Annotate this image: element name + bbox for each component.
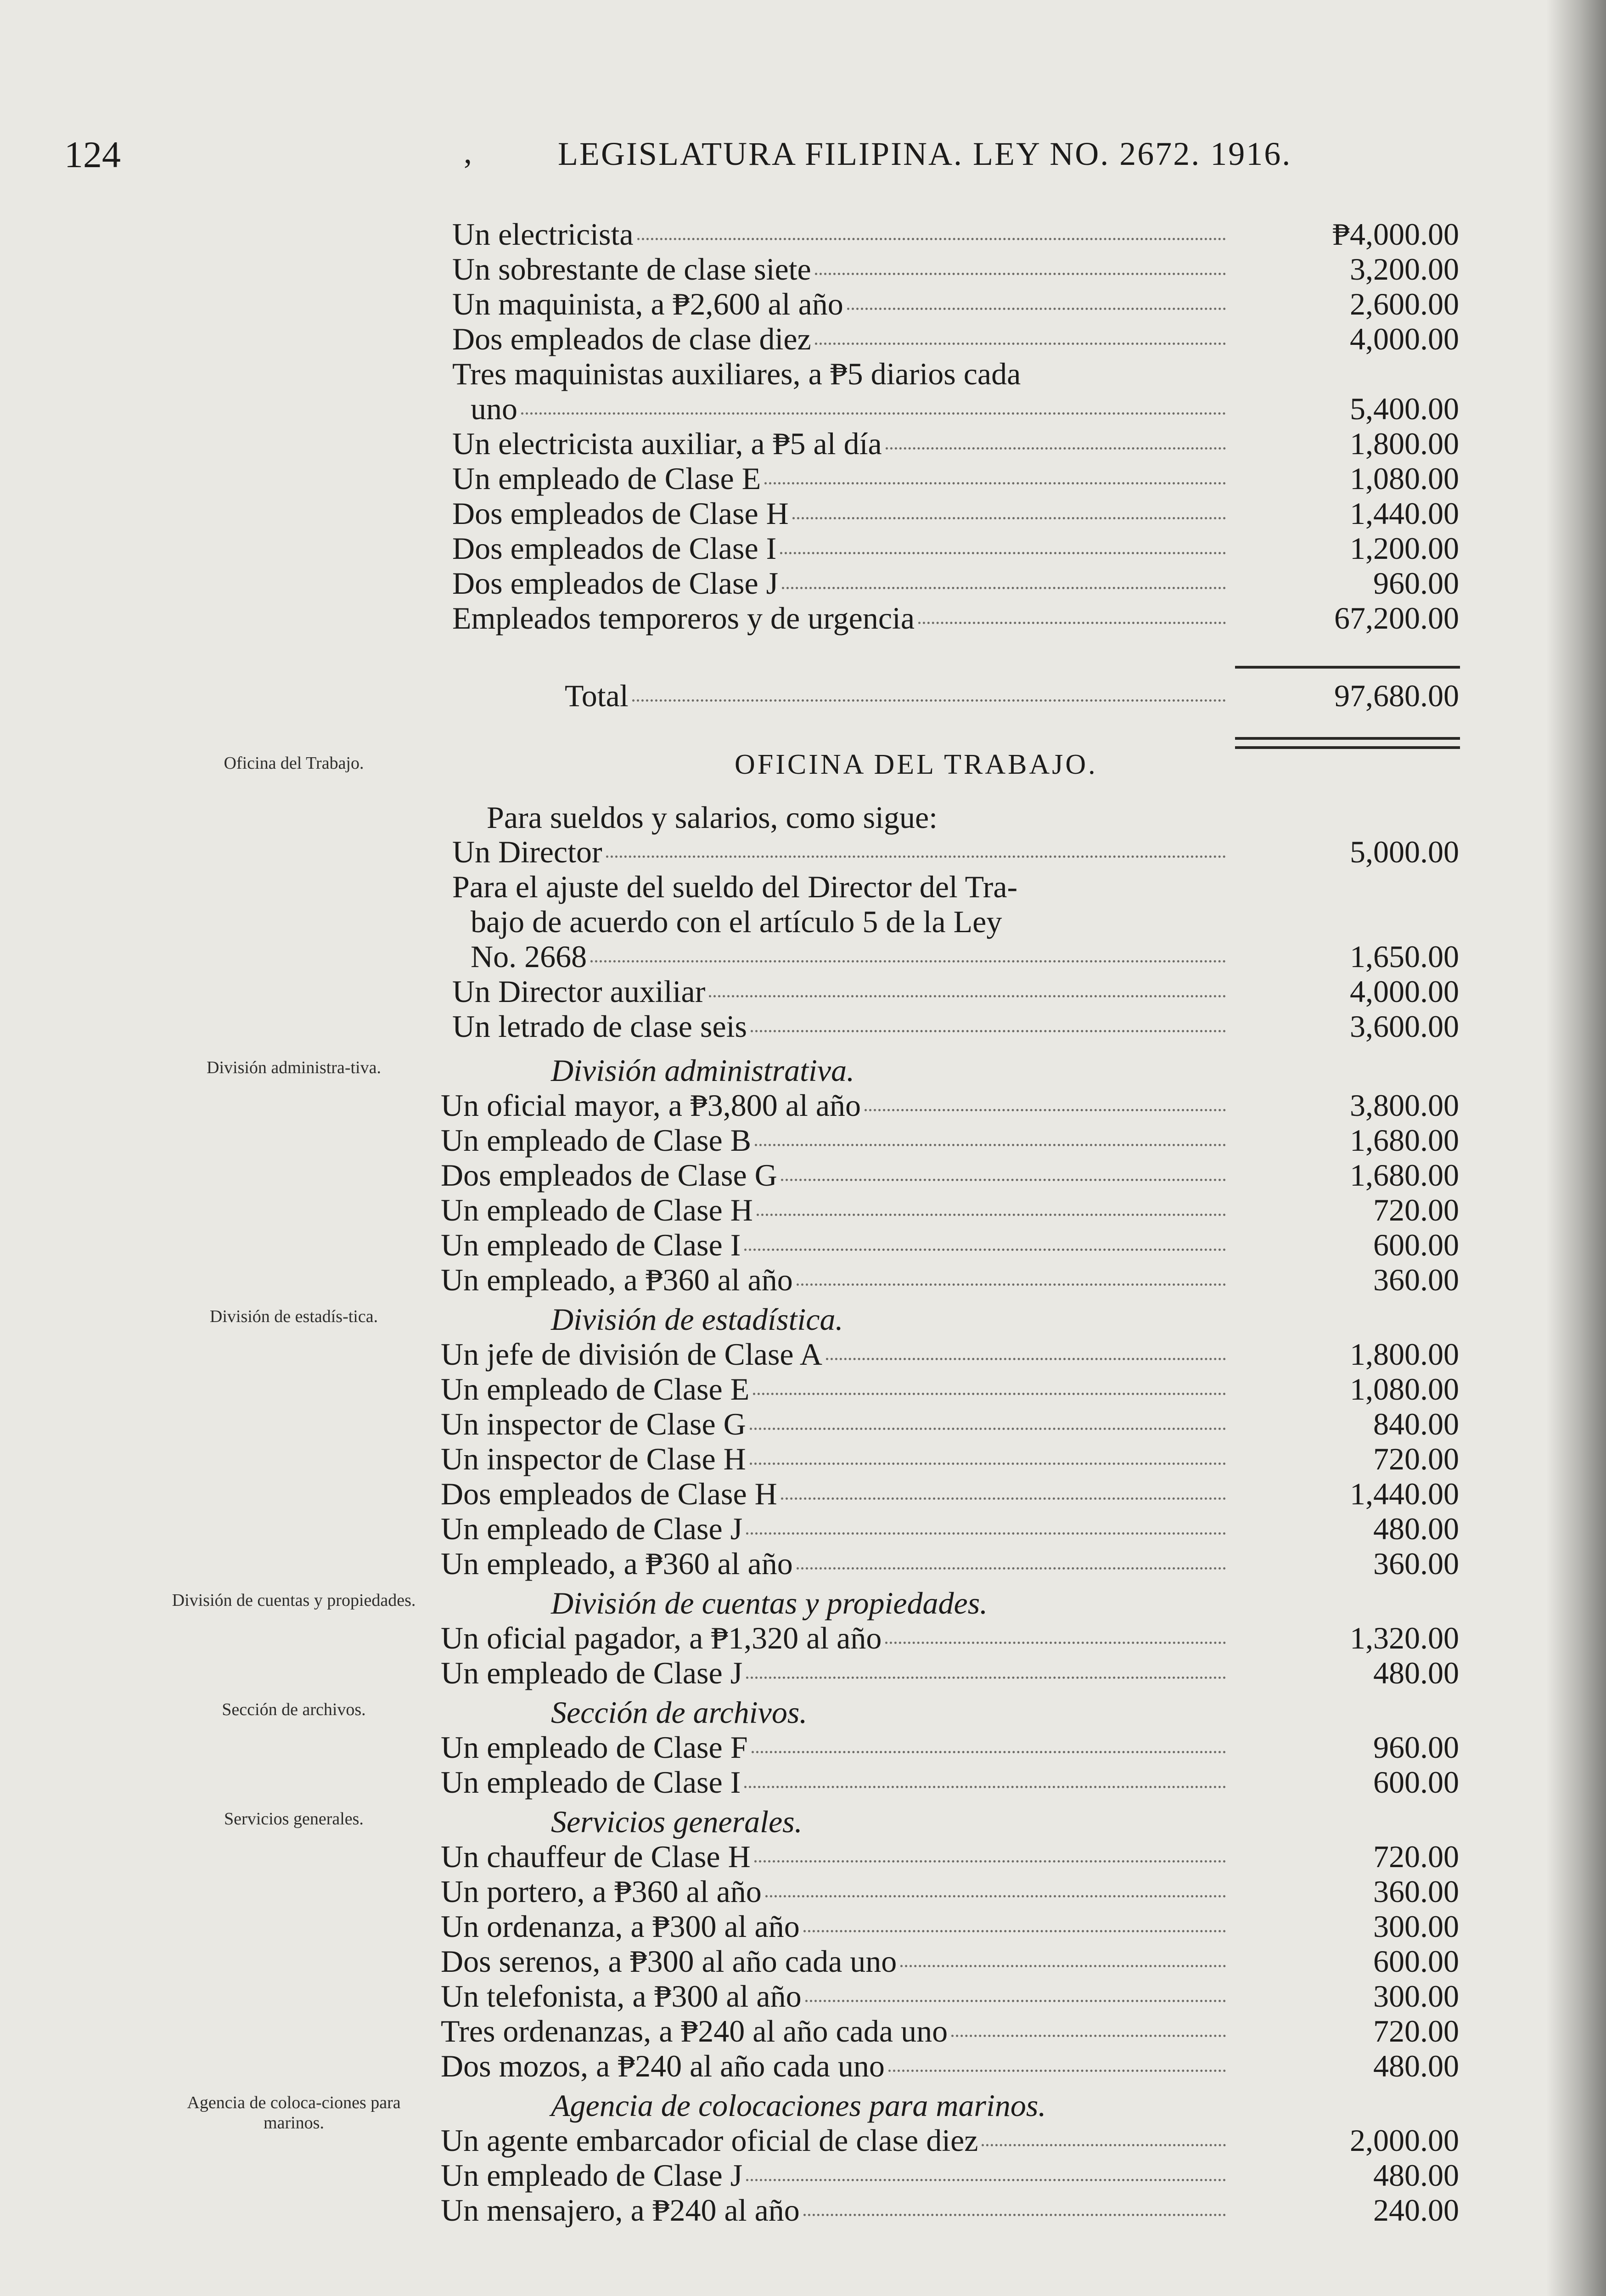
row-label [441,1620,1226,1656]
row-amount: 720.00 [1373,1441,1459,1476]
ledger-row [0,425,1606,462]
row-label [441,1122,1226,1159]
row-label [452,1008,1226,1045]
ledger-row [0,1654,1606,1691]
row-label-text: Un maquinista, a ₱2,600 al año [452,287,843,321]
row-amount: 1,440.00 [1350,1476,1459,1511]
ledger-row [0,1336,1606,1373]
row-label-text: Dos mozos, a ₱240 al año cada uno [441,2048,885,2083]
ledger-row [0,1620,1606,1656]
row-label [452,216,1226,253]
row-label [452,565,1226,602]
ledger-row [0,1087,1606,1124]
row-amount: 480.00 [1373,1511,1459,1546]
ledger-row [0,530,1606,567]
leader-dots [746,1532,1226,1535]
row-label-text: Dos empleados de Clase I [452,531,777,566]
leader-dots [918,621,1226,624]
ledger-row [0,286,1606,322]
row-label [565,677,1226,714]
row-amount: 480.00 [1373,1655,1459,1690]
row-label [471,903,1226,940]
row-amount: 600.00 [1373,1765,1459,1800]
row-label [441,2192,1226,2228]
ledger-row [0,2157,1606,2194]
leader-dots [744,1248,1226,1251]
leader-dots [746,1676,1226,1679]
ledger-row [0,1729,1606,1766]
row-label [441,1371,1226,1407]
row-label-text: Dos empleados de clase diez [452,321,811,356]
row-amount: 480.00 [1373,2158,1459,2193]
row-label-text: No. 2668 [471,939,587,974]
row-amount: 360.00 [1373,1262,1459,1297]
row-amount: 2,600.00 [1350,287,1459,321]
row-amount: ₱4,000.00 [1332,217,1459,252]
row-label [452,868,1226,905]
row-label-text: Empleados temporeros y de urgencia [452,601,915,636]
row-amount: 1,650.00 [1350,939,1459,974]
row-label [441,2157,1226,2194]
margin-note: División de cuentas y propiedades. [172,1591,416,1610]
ledger-row [0,390,1606,427]
margin-note: Sección de archivos. [222,1700,366,1719]
ledger-row [0,2048,1606,2084]
row-label-text: Un empleado de Clase H [441,1193,753,1227]
row-label-text: Dos serenos, a ₱300 al año cada uno [441,1944,897,1979]
leader-dots [803,2213,1226,2216]
section-title-text: OFICINA DEL TRABAJO. [735,749,1098,780]
row-label [452,251,1226,287]
leader-dots [865,1109,1226,1111]
total-rule [1235,737,1460,740]
row-label [441,1087,1226,1124]
leader-dots [781,1178,1226,1181]
row-label [441,1838,1226,1875]
leader-dots [709,995,1226,997]
leader-dots [885,1641,1226,1644]
ledger-row [0,973,1606,1010]
row-amount: 3,200.00 [1350,252,1459,287]
row-label-text: uno [471,391,517,426]
row-label-text: Un oficial mayor, a ₱3,800 al año [441,1088,861,1123]
row-label [471,938,1226,975]
leader-dots [750,1427,1226,1430]
leader-dots [521,412,1226,415]
row-label-text: Dos empleados de Clase H [452,496,789,531]
row-label-text: Un empleado de Clase E [441,1372,750,1407]
row-label [452,973,1226,1010]
ledger-row [0,600,1606,636]
ledger-row [0,1908,1606,1945]
ledger-row [0,1873,1606,1910]
running-title: LEGISLATURA FILIPINA. LEY NO. 2672. 1916. [558,135,1292,172]
row-amount: 1,800.00 [1350,1337,1459,1372]
row-label-text: Tres ordenanzas, a ₱240 al año cada uno [441,2014,948,2048]
row-amount: 1,800.00 [1350,426,1459,461]
row-label-text: Un oficial pagador, a ₱1,320 al año [441,1621,882,1655]
row-label [441,1406,1226,1442]
margin-note: Oficina del Trabajo. [224,754,364,773]
row-label [452,530,1226,567]
row-label-text: Total [565,678,629,713]
row-amount: 480.00 [1373,2048,1459,2083]
row-label [441,1873,1226,1910]
leader-dots [815,342,1226,345]
row-amount: 240.00 [1373,2193,1459,2228]
leader-dots [606,855,1226,858]
leader-dots [751,1030,1226,1032]
ledger-row [0,1764,1606,1801]
margin-note: División de estadís-tica. [209,1307,378,1326]
margin-note: División administra-tiva. [207,1058,381,1077]
leader-dots [797,1567,1226,1570]
row-label-text: Un jefe de división de Clase A [441,1337,822,1372]
ledger-row [0,321,1606,357]
leader-dots [764,482,1226,484]
row-amount: 600.00 [1373,1227,1459,1262]
row-amount: 1,200.00 [1350,531,1459,566]
leader-dots [753,1392,1226,1395]
row-label-text: Un Director [452,834,602,869]
row-amount: 3,600.00 [1350,1009,1459,1044]
row-label [452,600,1226,636]
row-amount: 5,000.00 [1350,834,1459,869]
ledger-row [0,1943,1606,1980]
leader-dots [750,1462,1226,1465]
ledger-row [0,1122,1606,1159]
row-label [441,2013,1226,2049]
section-heading [0,2087,1606,2124]
ledger-row [0,251,1606,287]
row-label-text: Un agente embarcador oficial de clase diez [441,2123,978,2158]
row-amount: 1,680.00 [1350,1158,1459,1193]
ledger-row [0,495,1606,532]
header-separator: , [464,134,472,170]
row-amount: 360.00 [1373,1546,1459,1581]
row-label [441,1441,1226,1477]
row-amount: 5,400.00 [1350,391,1459,426]
section-heading [0,1052,1606,1089]
leader-dots [886,447,1226,450]
row-label [441,1908,1226,1945]
page-number: 124 [64,134,121,175]
margin-note: Agencia de coloca-ciones para marinos. [187,2093,401,2133]
leader-dots [847,307,1226,310]
row-label [441,1336,1226,1373]
leader-dots [803,1930,1226,1932]
row-label [452,355,1226,392]
row-label-text: Un empleado de Clase J [441,2158,743,2193]
row-label-text: Tres maquinistas auxiliares, a ₱5 diarios cada [452,356,1021,391]
row-label-text: Un inspector de Clase G [441,1407,746,1441]
leader-dots [888,2069,1226,2072]
ledger-row [0,1008,1606,1045]
row-label-text: Dos empleados de Clase H [441,1476,777,1511]
page-header [0,133,1606,184]
ledger-row [0,1441,1606,1477]
ledger-row [0,2122,1606,2159]
ledger-row [0,1192,1606,1228]
row-label-text: Un telefonista, a ₱300 al año [441,1979,802,2014]
row-label-text: Dos empleados de Clase J [452,566,779,601]
row-amount: 1,080.00 [1350,1372,1459,1407]
ledger-row [0,355,1606,392]
row-amount: 1,440.00 [1350,496,1459,531]
ledger-row [0,1406,1606,1442]
row-amount: 300.00 [1373,1979,1459,2014]
row-label-text: Un mensajero, a ₱240 al año [441,2193,800,2228]
row-amount: 600.00 [1373,1944,1459,1979]
leader-dots [765,1895,1226,1897]
leader-dots [781,1497,1226,1500]
row-amount: 840.00 [1373,1407,1459,1441]
row-label-text: Un empleado de Clase I [441,1765,741,1800]
ledger-row [0,1227,1606,1263]
ledger-row [0,1838,1606,1875]
row-label [441,1729,1226,1766]
row-amount: 720.00 [1373,1839,1459,1874]
section-heading-text: Sección de archivos. [551,1695,808,1730]
row-label [452,833,1226,870]
row-amount: 720.00 [1373,2014,1459,2048]
row-label [441,1157,1226,1193]
row-label-text: Un letrado de clase seis [452,1009,747,1044]
row-label [441,1261,1226,1298]
leader-dots [780,551,1226,554]
row-label [452,286,1226,322]
section-heading [0,1301,1606,1338]
leader-dots [754,1860,1226,1863]
row-label-text: Un empleado, a ₱360 al año [441,1262,793,1297]
row-label-text: Un empleado de Clase F [441,1730,748,1765]
ledger-row [0,1475,1606,1512]
row-label [441,2122,1226,2159]
section-heading [0,1694,1606,1731]
leader-dots [757,1213,1226,1216]
row-amount: 67,200.00 [1334,601,1459,636]
row-label-text: Un Director auxiliar [452,974,706,1009]
ledger-row [0,565,1606,602]
row-label-text: Un empleado de Clase I [441,1227,741,1262]
leader-dots [752,1750,1226,1753]
ledger-row [0,2192,1606,2228]
row-label-text: bajo de acuerdo con el artículo 5 de la Ley [471,904,1002,939]
leader-dots [805,1999,1226,2002]
leader-dots [590,960,1226,962]
ledger-row [0,2013,1606,2049]
row-label-text: Un empleado de Clase E [452,461,761,496]
row-label-text: Un sobrestante de clase siete [452,252,811,287]
row-label-text: Un empleado de Clase J [441,1655,743,1690]
ledger-row [0,1978,1606,2015]
total-rule [1235,666,1460,669]
row-label [441,1475,1226,1512]
row-amount: 720.00 [1373,1193,1459,1227]
row-label [441,1764,1226,1801]
ledger-row [0,868,1606,905]
ledger-row [0,216,1606,253]
section-heading-text: Servicios generales. [551,1804,803,1839]
row-label [452,460,1226,497]
row-amount: 1,320.00 [1350,1621,1459,1655]
ledger-row [0,833,1606,870]
intro-line [0,799,1606,836]
row-amount: 4,000.00 [1350,974,1459,1009]
row-label [441,1227,1226,1263]
row-amount: 300.00 [1373,1909,1459,1944]
leader-dots [826,1357,1226,1360]
row-label-text: Un electricista [452,217,634,252]
row-label [471,390,1226,427]
leader-dots [744,1785,1226,1788]
row-label-text: Un empleado de Clase J [441,1511,743,1546]
ledger-row [0,1545,1606,1582]
leader-dots [782,586,1226,589]
leader-dots [746,2178,1226,2181]
row-label-text: Un portero, a ₱360 al año [441,1874,762,1909]
row-label-text: Un empleado, a ₱360 al año [441,1546,793,1581]
row-amount: 1,080.00 [1350,461,1459,496]
row-label-text: Un empleado de Clase B [441,1123,752,1158]
row-amount: 960.00 [1373,566,1459,601]
row-label-text: Un ordenanza, a ₱300 al año [441,1909,800,1944]
ledger-row [0,1261,1606,1298]
ledger-row [0,903,1606,940]
margin-note: Servicios generales. [224,1809,364,1829]
row-label-text: Para el ajuste del sueldo del Director del Tra- [452,869,1018,904]
row-amount: 97,680.00 [1334,678,1459,713]
leader-dots [982,2144,1226,2146]
ledger-row [0,1510,1606,1547]
ledger-row [0,460,1606,497]
section-heading-text: Agencia de colocaciones para marinos. [551,2088,1046,2123]
row-amount: 960.00 [1373,1730,1459,1765]
row-label [452,495,1226,532]
row-label [441,2048,1226,2084]
section-title [0,746,1606,783]
ledger-row [0,938,1606,975]
section-heading-text: División de estadística. [551,1302,843,1337]
section-heading-text: División de cuentas y propiedades. [551,1586,988,1621]
row-label [452,321,1226,357]
row-label [441,1654,1226,1691]
row-label [441,1192,1226,1228]
leader-dots [900,1964,1226,1967]
ledger-row [0,1157,1606,1193]
row-label-text: Un electricista auxiliar, a ₱5 al día [452,426,882,461]
section-heading [0,1803,1606,1840]
row-label-text: Un chauffeur de Clase H [441,1839,751,1874]
section-heading [0,1585,1606,1621]
leader-dots [815,272,1226,275]
row-amount: 4,000.00 [1350,321,1459,356]
row-label-text: Un inspector de Clase H [441,1441,746,1476]
leader-dots [632,699,1226,702]
leader-dots [797,1283,1226,1286]
row-amount: 3,800.00 [1350,1088,1459,1123]
row-label [441,1978,1226,2015]
leader-dots [951,2034,1226,2037]
row-label [441,1510,1226,1547]
row-label [441,1943,1226,1980]
leader-dots [755,1143,1226,1146]
row-amount: 1,680.00 [1350,1123,1459,1158]
intro-line-text: Para sueldos y salarios, como sigue: [487,800,938,835]
row-label-text: Dos empleados de Clase G [441,1158,777,1193]
section-heading-text: División administrativa. [551,1053,855,1088]
leader-dots [792,517,1226,519]
row-label [441,1545,1226,1582]
row-amount: 2,000.00 [1350,2123,1459,2158]
ledger-row [0,1371,1606,1407]
row-label [452,425,1226,462]
row-amount: 360.00 [1373,1874,1459,1909]
leader-dots [637,237,1226,240]
total-row [0,677,1606,714]
